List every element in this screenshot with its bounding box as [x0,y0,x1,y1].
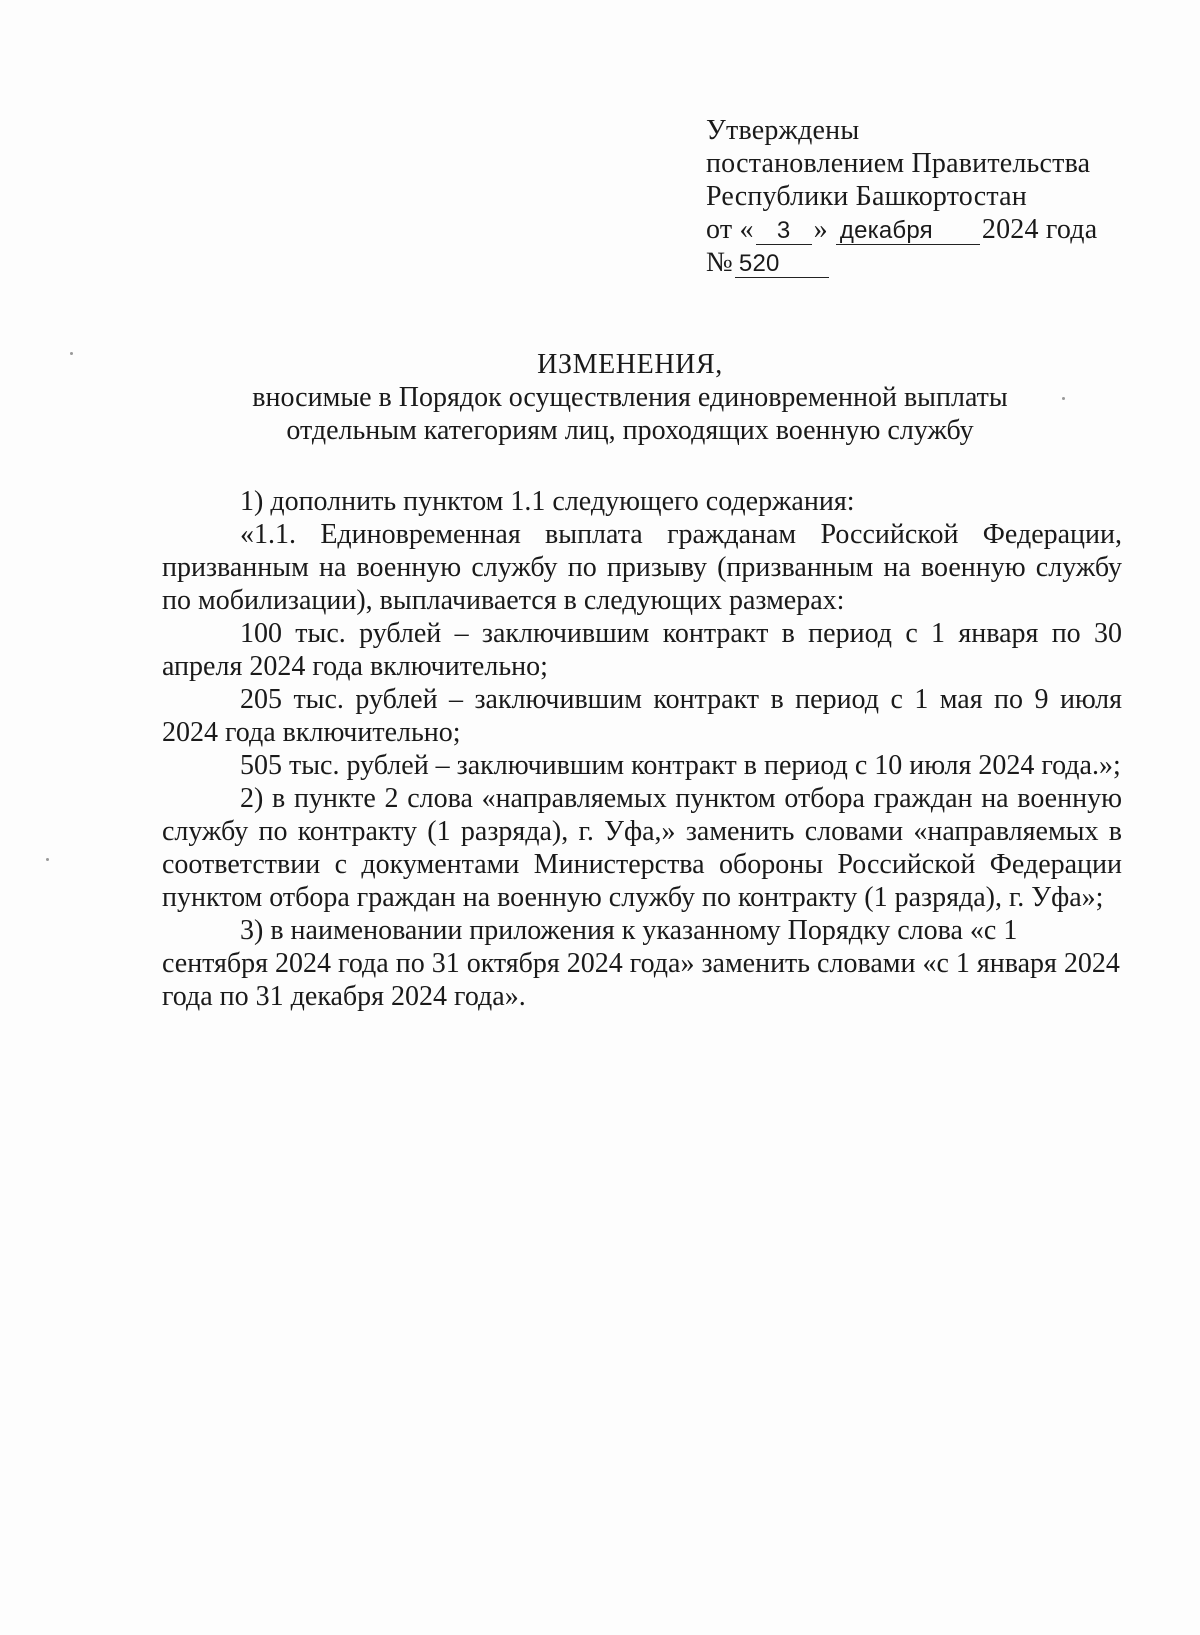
document-body [162,485,1122,1013]
date-year: 2024 года [981,214,1098,245]
date-prefix: от « [706,214,754,245]
heading-subtitle-line1: вносимые в Порядок осуществления единовременной выплаты [252,382,1008,413]
document-heading [150,348,1110,447]
date-month-field: декабря [836,218,980,245]
number-field: 520 [735,251,829,278]
heading-subtitle-line2: отдельным категориям лиц, проходящих военную службу [286,415,974,446]
paragraph-amount-505: 505 тыс. рублей – заключившим контракт в период с 10 июля 2024 года.»; [240,750,1121,781]
approval-line-republic: Республики Башкортостан [706,181,1027,212]
paragraph-amount-205: 205 тыс. рублей – заключившим контракт в период с 1 мая по 9 июля 2024 года включительно; [162,684,1122,748]
date-mid: » [813,214,828,245]
date-day-field: 3 [756,218,812,245]
paragraph-item-2: 2) в пункте 2 слова «направляемых пунктом отбора граждан на военную службу по контракту (1 разряда), г. Уфа,» заменить словами «направляемых в соответствии с документами Министерства обороны Российской Федерации пунктом отбора граждан на военную службу по контракту (1 разряда), г. Уфа»; [162,783,1122,913]
approval-stamp [706,114,1146,279]
paragraph-item-1-1: «1.1. Единовременная выплата гражданам Российской Федерации, призванным на военную службу по призыву (призванным на военную службу по мобилизации), выплачивается в следующих размерах: [162,519,1122,616]
approval-line-decree: постановлением Правительства [706,148,1091,179]
scan-speck [46,858,49,861]
scan-speck [70,352,73,355]
approval-line-approved: Утверждены [706,115,860,146]
number-prefix: № [706,247,733,278]
paragraph-amount-100: 100 тыс. рублей – заключившим контракт в период с 1 января по 30 апреля 2024 года включительно; [162,618,1122,682]
heading-title: ИЗМЕНЕНИЯ, [537,349,723,380]
paragraph-item-3: 3) в наименовании приложения к указанному Порядку слова «с 1 сентября 2024 года по 31 октября 2024 года» заменить словами «с 1 января 2024 года по 31 декабря 2024 года». [162,915,1120,1012]
scan-speck [1062,397,1065,400]
approval-number-line [706,246,1146,279]
paragraph-item-1: 1) дополнить пунктом 1.1 следующего содержания: [240,486,855,517]
approval-date-line [706,213,1146,246]
